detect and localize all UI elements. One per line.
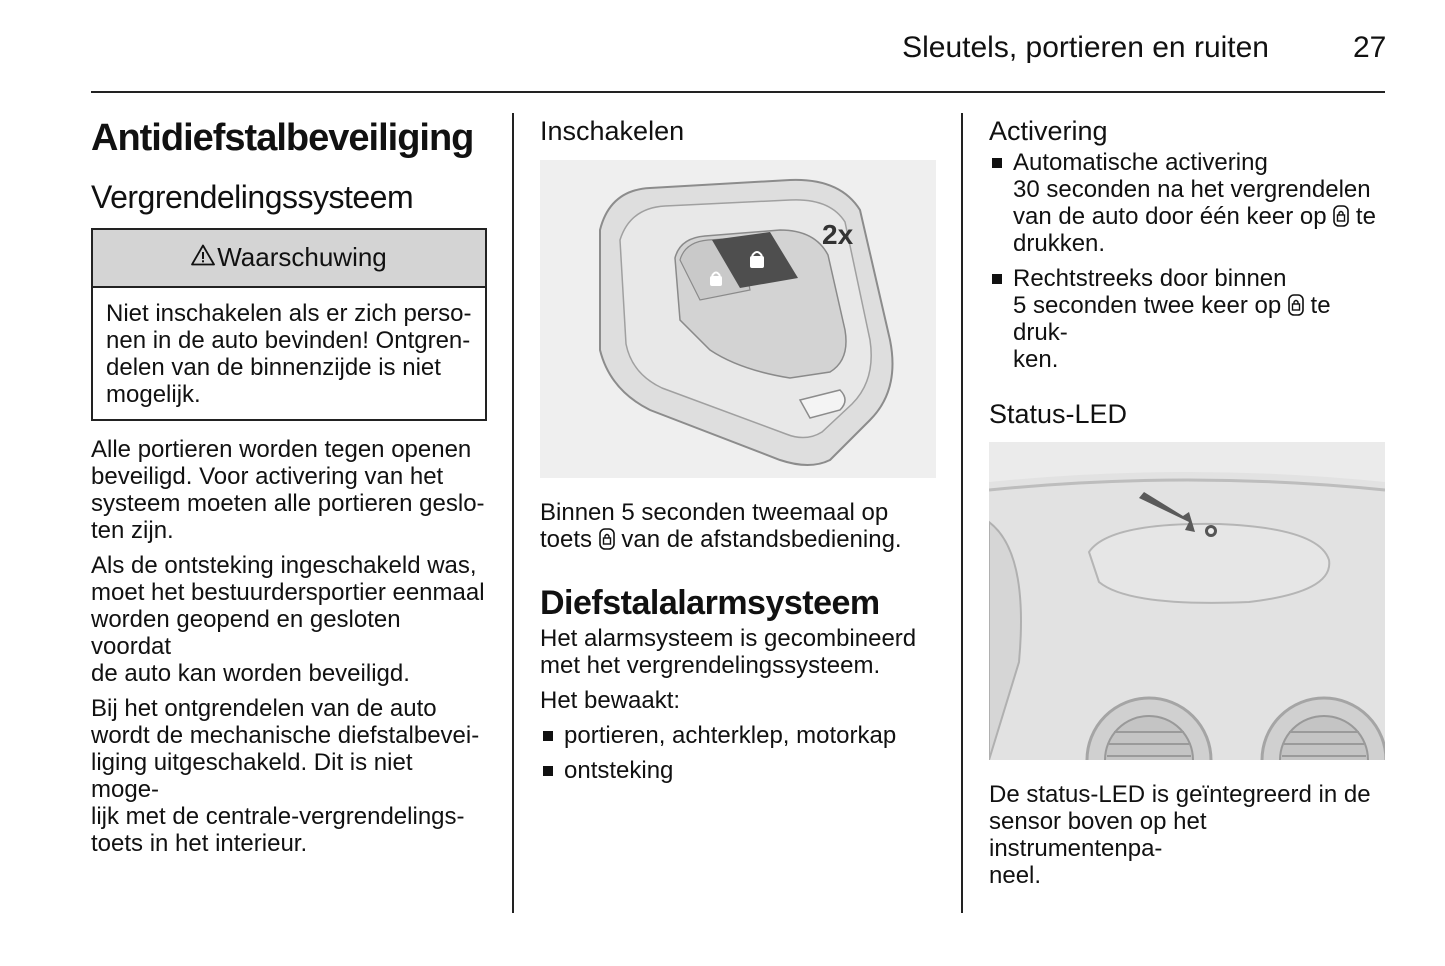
warning-title: Waarschuwing [217, 242, 387, 272]
text-span: 5 seconden twee keer op [1013, 292, 1282, 319]
text-line: beveiligd. Voor activering van het [91, 463, 444, 490]
paragraph [91, 695, 487, 857]
page-header-title: Sleutels, portieren en ruiten [902, 31, 1269, 64]
text-line: met het vergrendelingssysteem. [540, 652, 881, 679]
list-item [989, 265, 1385, 373]
bullet-square-icon [543, 766, 553, 776]
text-line: portieren, achterklep, motorkap [564, 722, 897, 749]
text-line [1013, 203, 1385, 230]
fig-label-2x: 2x [822, 219, 854, 250]
column-3 [989, 112, 1385, 889]
column-2 [540, 112, 936, 792]
dashboard-illustration [989, 442, 1385, 760]
heading-alarm: Diefstalalarmsysteem [540, 584, 880, 622]
text-line: ken. [1013, 346, 1059, 373]
warning-box [91, 228, 487, 421]
text-line: ten zijn. [91, 517, 174, 544]
bullet-square-icon [543, 731, 553, 741]
heading-status-led: Status-LED [989, 399, 1128, 429]
section-title: Antidiefstalbeveiliging [91, 117, 474, 159]
text-line: Als de ontsteking ingeschakeld was, [91, 552, 477, 579]
warning-triangle-icon [191, 232, 215, 286]
text-line: wordt de mechanische diefstalbevei- [91, 722, 480, 749]
text-line: worden geopend en gesloten voordat [91, 606, 401, 660]
text-line: de auto kan worden beveiligd. [91, 660, 410, 687]
bullet-list [540, 722, 936, 784]
text-line: systeem moeten alle portieren geslo- [91, 490, 485, 517]
text-line: moet het bestuurdersportier eenmaal [91, 579, 485, 606]
column-1 [91, 112, 487, 865]
text-line: Alle portieren worden tegen openen [91, 436, 472, 463]
bullet-list [989, 149, 1385, 373]
text-line: toets in het interieur. [91, 830, 308, 857]
lock-key-icon [1288, 294, 1304, 316]
text-line: Automatische activering [1013, 149, 1268, 176]
header-rule [91, 91, 1385, 93]
warning-line: nen in de auto bevinden! Ontgren- [106, 327, 471, 354]
list-item [540, 757, 936, 784]
text-line: drukken. [1013, 230, 1106, 257]
text-span: van de auto door één keer op [1013, 203, 1327, 230]
list-item [989, 149, 1385, 257]
text-line: liging uitgeschakeld. Dit is niet moge- [91, 749, 413, 803]
bullet-square-icon [992, 274, 1002, 284]
heading-inschakelen: Inschakelen [540, 116, 685, 146]
key-fob-illustration [540, 160, 936, 478]
text-span: te [1349, 203, 1376, 230]
paragraph [91, 436, 487, 544]
bullet-square-icon [992, 158, 1002, 168]
text-line: Bij het ontgrendelen van de auto [91, 695, 437, 722]
key-fob-icon [540, 160, 936, 478]
column-divider-1 [512, 113, 514, 913]
text-span: te druk- [1013, 292, 1331, 346]
text-line: lijk met de centrale-vergrendelings- [91, 803, 465, 830]
text-line: De status-LED is geïntegreerd in de [989, 781, 1371, 808]
warning-line: delen van de binnenzijde is niet [106, 354, 441, 381]
heading-activering: Activering [989, 116, 1108, 146]
warning-body [93, 288, 485, 419]
lock-key-icon [599, 528, 615, 550]
column-divider-2 [961, 113, 963, 913]
instruction-text: van de afstandsbediening. [614, 526, 902, 553]
text-line: Rechtstreeks door binnen [1013, 265, 1287, 292]
warning-line: mogelijk. [106, 381, 201, 408]
paragraph [91, 552, 487, 687]
page-number: 27 [1353, 31, 1387, 64]
text-line: ontsteking [564, 757, 674, 784]
text-line: neel. [989, 862, 1042, 889]
text-line: Het bewaakt: [540, 687, 681, 714]
instruction-line: Binnen 5 seconden tweemaal op [540, 499, 889, 526]
list-item [540, 722, 936, 749]
subsection-title: Vergrendelingssysteem [91, 179, 414, 215]
warning-header [93, 230, 485, 288]
lock-key-icon [1333, 205, 1349, 227]
dashboard-led-icon [989, 442, 1385, 760]
instruction-text: toets [540, 526, 593, 553]
text-line: sensor boven op het instrumentenpa- [989, 808, 1207, 862]
text-line: 30 seconden na het vergrendelen [1013, 176, 1371, 203]
text-line: Het alarmsysteem is gecombineerd [540, 625, 917, 652]
instruction-line [540, 526, 936, 553]
warning-line: Niet inschakelen als er zich perso- [106, 300, 472, 327]
text-line [1013, 292, 1385, 346]
